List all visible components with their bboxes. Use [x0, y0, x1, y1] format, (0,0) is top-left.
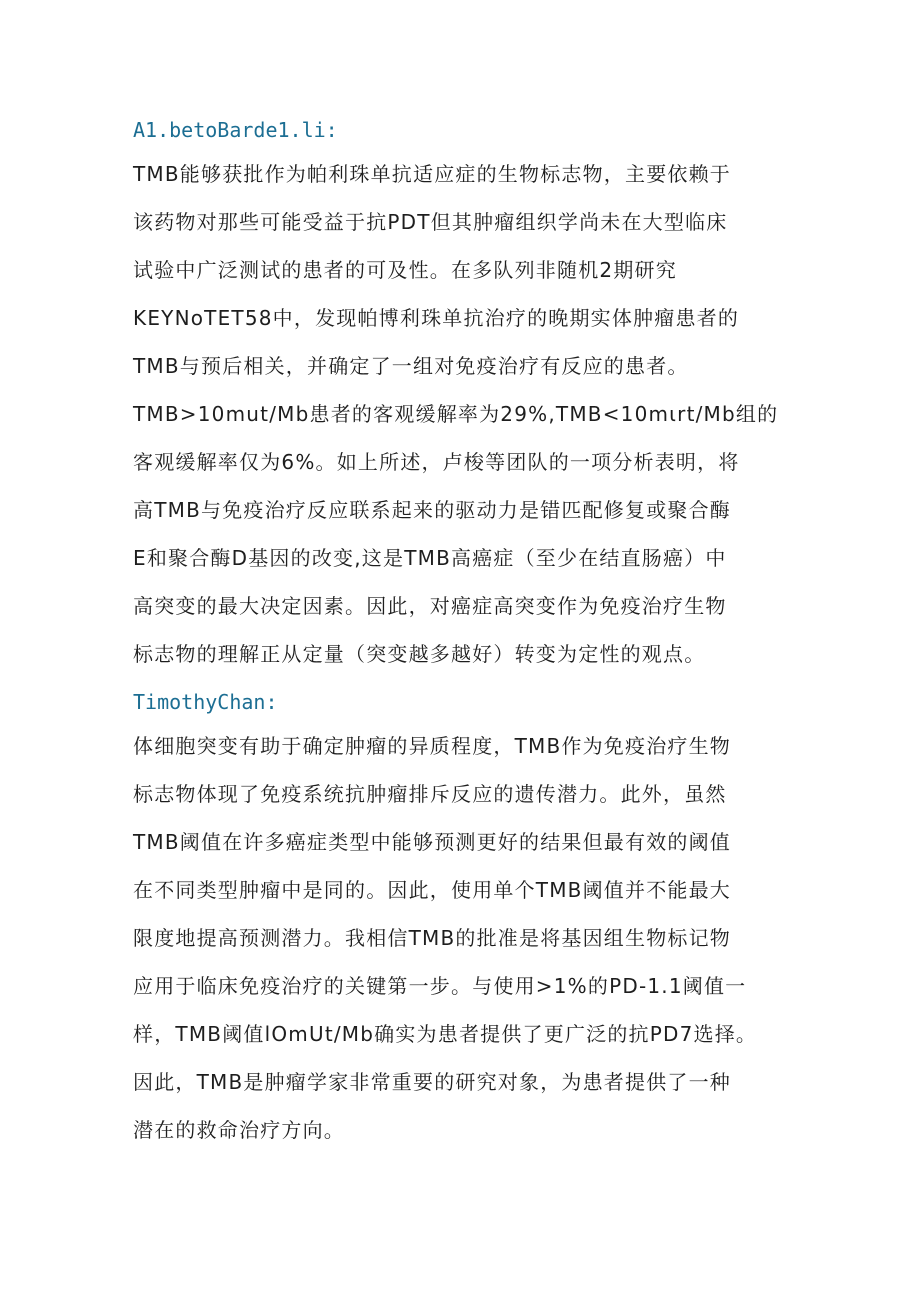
text-line: 标志物体现了免疫系统抗肿瘤排斥反应的遗传潜力。此外，虽然 [133, 782, 727, 806]
text-line: 体细胞突变有助于确定肿瘤的异质程度，TMB作为免疫治疗生物 [133, 734, 731, 758]
text-line: TMB能够获批作为帕利珠单抗适应症的生物标志物，主要依赖于 [133, 162, 731, 186]
text-line: KEYNoTET58中，发现帕博利珠单抗治疗的晚期实体肿瘤患者的 [133, 306, 740, 330]
text-line: 潜在的救命治疗方向。 [133, 1118, 345, 1142]
text-line: TMB与预后相关，并确定了一组对免疫治疗有反应的患者。 [133, 354, 689, 378]
document-body [133, 112, 813, 1160]
paragraph-1 [133, 156, 813, 684]
speaker-name-1: A1.betoBarde1.li: [133, 118, 338, 142]
text-line: 应用于临床免疫治疗的关键第一步。与使用>1%的PD-1.1阈值一 [133, 974, 747, 998]
text-line: 高突变的最大决定因素。因此，对癌症高突变作为免疫治疗生物 [133, 594, 727, 618]
text-line: 该药物对那些可能受益于抗PDT但其肿瘤组织学尚未在大型临床 [133, 210, 728, 234]
text-line: 在不同类型肿瘤中是同的。因此，使用单个TMB阈值并不能最大 [133, 878, 731, 902]
text-line: 因此，TMB是肿瘤学家非常重要的研究对象，为患者提供了一种 [133, 1070, 731, 1094]
text-line: 试验中广泛测试的患者的可及性。在多队列非随机2期研究 [133, 258, 677, 282]
text-line: TMB阈值在许多癌症类型中能够预测更好的结果但最有效的阈值 [133, 830, 731, 854]
text-line: 标志物的理解正从定量（突变越多越好）转变为定性的观点。 [133, 642, 706, 666]
text-line: 限度地提高预测潜力。我相信TMB的批准是将基因组生物标记物 [133, 926, 731, 950]
paragraph-2 [133, 728, 813, 1160]
speaker-name-2: TimothyChan: [133, 690, 278, 714]
text-line: E和聚合酶D基因的改变,这是TMB高癌症（至少在结直肠癌）中 [133, 546, 727, 570]
text-line: 样，TMB阈值lOmUt/Mb确实为患者提供了更广泛的抗PD7选择。 [133, 1022, 758, 1046]
text-line: 高TMB与免疫治疗反应联系起来的驱动力是错匹配修复或聚合酶 [133, 498, 731, 522]
text-line: 客观缓解率仅为6%。如上所述，卢梭等团队的一项分析表明，将 [133, 450, 740, 474]
text-line: TMB>10mut/Mb患者的客观缓解率为29%,TMB<10mιrt/Mb组的 [133, 402, 779, 426]
